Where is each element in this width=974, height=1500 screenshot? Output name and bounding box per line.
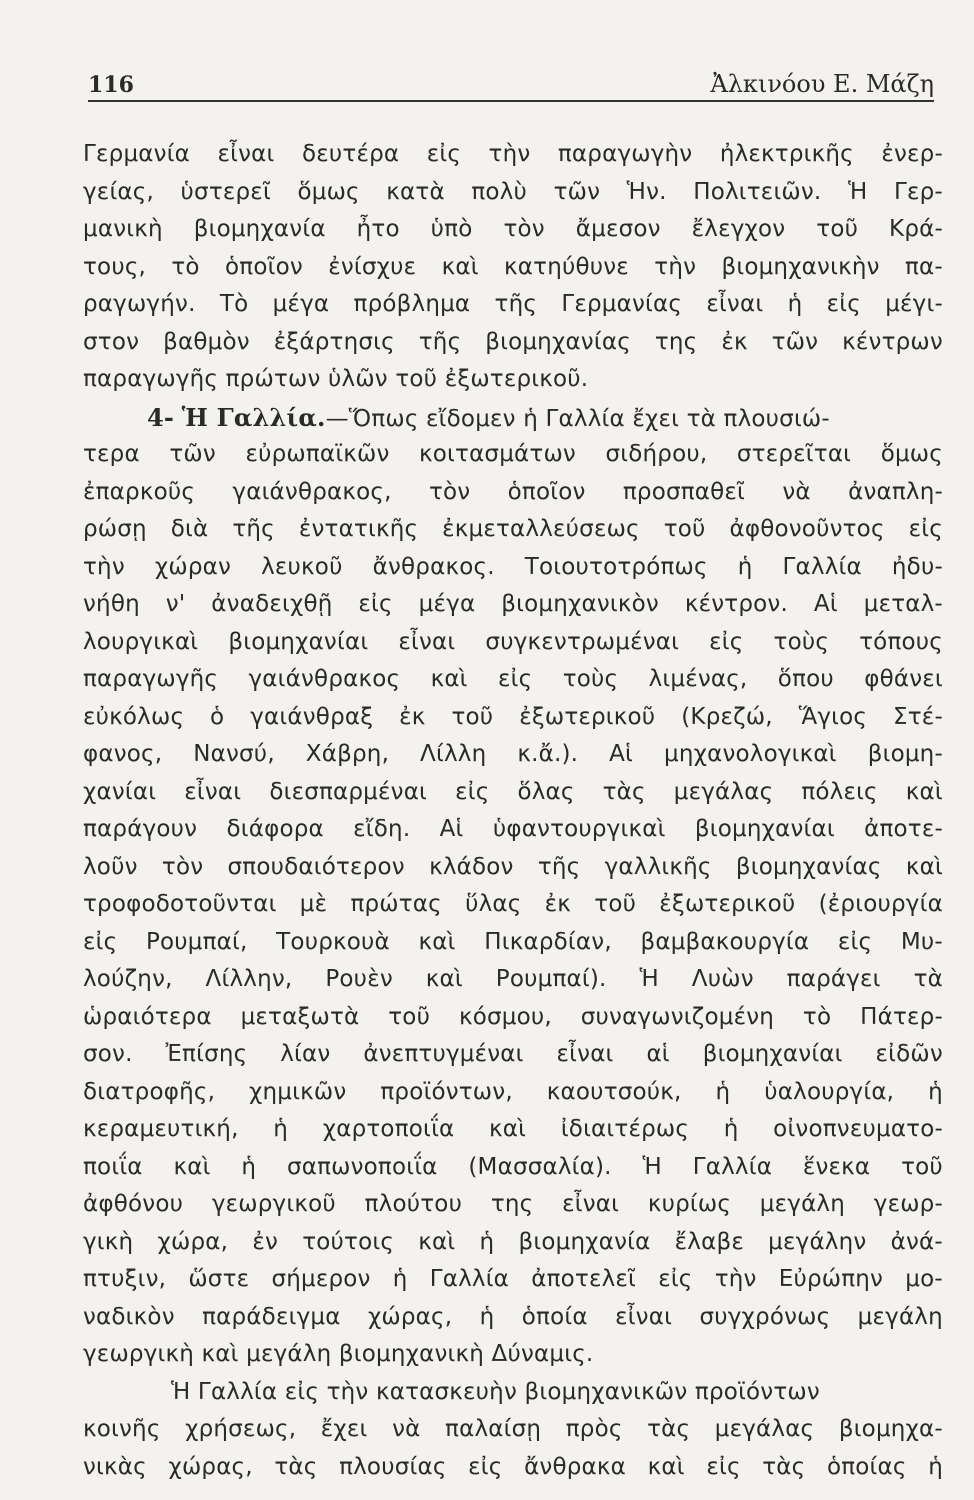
text-line: χανίαι εἶναι διεσπαρμέναι εἰς ὅλας τὰς μεγάλας πόλεις καὶ [83, 778, 943, 805]
text-line: κεραμευτική, ἡ χαρτοποιΐα καὶ ἰδιαιτέρως ἡ οἰνοπνευματο- [83, 1116, 943, 1142]
text-line: ραγωγήν. Τὸ μέγα πρόβλημα τῆς Γερμανίας εἶναι ἡ εἰς μέγι- [83, 291, 943, 317]
section-first-line: —Ὅπως εἴδομεν ἡ Γαλλία ἔχει τὰ πλουσιώ- [325, 405, 830, 432]
text-line: Γερμανία εἶναι δευτέρα εἰς τὴν παραγωγὴν ἠλεκτρικῆς ἐνερ- [83, 141, 943, 167]
text-line: ὡραιότερα μεταξωτὰ τοῦ κόσμου, συναγωνιζομένη τὸ Πάτερ- [83, 1003, 943, 1030]
text-line: πτυξιν, ὥστε σήμερον ἡ Γαλλία ἀποτελεῖ εἰς τὴν Εὐρώπην μο- [83, 1266, 943, 1292]
text-line: παραγωγῆς πρώτων ὑλῶν τοῦ ἐξωτερικοῦ. [83, 366, 589, 392]
text-line: ποιΐα καὶ ἡ σαπωνοποιΐα (Μασσαλία). Ἡ Γαλλία ἕνεκα τοῦ [83, 1153, 943, 1180]
page-header [88, 62, 934, 102]
section-heading-line [83, 399, 943, 437]
text-line: τὴν χώραν λευκοῦ ἄνθρακος. Τοιουτοτρόπως ἡ Γαλλία ἠδυ- [83, 553, 943, 580]
text-line: τερα τῶν εὐρωπαϊκῶν κοιτασμάτων σιδήρου, στερεῖται ὅμως [83, 441, 943, 467]
text-line: γικὴ χώρα, ἐν τούτοις καὶ ἡ βιομηχανία ἔλαβε μεγάλην ἀνά- [83, 1228, 943, 1255]
text-line: φανος, Νανσύ, Χάβρη, Λίλλη κ.ἄ.). Αἱ μηχανολογικαὶ βιομη- [83, 741, 943, 767]
text-line: Ἡ Γαλλία εἰς τὴν κατασκευὴν βιομηχανικῶν προϊόντων [171, 1378, 820, 1405]
text-line: νικὰς χώρας, τὰς πλουσίας εἰς ἄνθρακα καὶ εἰς τὰς ὁποίας ἡ [83, 1453, 943, 1480]
text-line: τους, τὸ ὁποῖον ἐνίσχυε καὶ κατηύθυνε τὴν βιομηχανικὴν πα- [83, 253, 943, 280]
text-line: στον βαθμὸν ἐξάρτησις τῆς βιομηχανίας της ἐκ τῶν κέντρων [83, 328, 943, 355]
header-rule [88, 100, 934, 102]
section-title: Ἡ Γαλλία. [181, 402, 326, 432]
text-line: ἐπαρκοῦς γαιάνθρακος, τὸν ὁποῖον προσπαθεῖ νὰ ἀναπλη- [83, 478, 943, 505]
text-line: λουργικαὶ βιομηχανίαι εἶναι συγκεντρωμέναι εἰς τοὺς τόπους [83, 628, 943, 655]
text-line: γείας, ὑστερεῖ ὅμως κατὰ πολὺ τῶν Ἡν. Πολιτειῶν. Ἡ Γερ- [83, 178, 943, 205]
text-line: τροφοδοτοῦνται μὲ πρώτας ὕλας ἐκ τοῦ ἐξωτερικοῦ (ἐριουργία [83, 891, 943, 917]
text-line: παραγωγῆς γαιάνθρακος καὶ εἰς τοὺς λιμένας, ὅπου φθάνει [83, 666, 943, 692]
section-number: 4- [147, 402, 175, 432]
text-line: λούζην, Λίλλην, Ρουὲν καὶ Ρουμπαί). Ἡ Λυὼν παράγει τὰ [83, 966, 943, 992]
text-line: νήθη ν' ἀναδειχθῇ εἰς μέγα βιομηχανικὸν κέντρον. Αἱ μεταλ- [83, 591, 943, 617]
text-line: σον. Ἐπίσης λίαν ἀνεπτυγμέναι εἶναι αἱ βιομηχανίαι εἰδῶν [83, 1041, 943, 1067]
text-line: ἀφθόνου γεωργικοῦ πλούτου της εἶναι κυρίως μεγάλη γεωρ- [83, 1191, 943, 1217]
page-body [83, 136, 943, 1486]
text-line: μανικὴ βιομηχανία ἦτο ὑπὸ τὸν ἄμεσον ἔλεγχον τοῦ Κρά- [83, 216, 943, 242]
text-line: κοινῆς χρήσεως, ἔχει νὰ παλαίσῃ πρὸς τὰς μεγάλας βιομηχα- [83, 1416, 943, 1442]
text-line: διατροφῆς, χημικῶν προϊόντων, καουτσούκ, ἡ ὑαλουργία, ἡ [83, 1078, 943, 1105]
text-line: ναδικὸν παράδειγμα χώρας, ἡ ὁποία εἶναι συγχρόνως μεγάλη [83, 1303, 943, 1330]
text-line: γεωργικὴ καὶ μεγάλη βιομηχανικὴ Δύναμις. [83, 1341, 594, 1367]
page-number: 116 [88, 72, 134, 98]
text-line: παράγουν διάφορα εἴδη. Αἱ ὑφαντουργικαὶ βιομηχανίαι ἀποτε- [83, 816, 943, 842]
text-line: ρώσῃ διὰ τῆς ἐντατικῆς ἐκμεταλλεύσεως τοῦ ἀφθονοῦντος εἰς [83, 516, 943, 542]
running-head: Ἀλκινόου Ε. Μάζη [710, 70, 934, 98]
text-line: εἰς Ρουμπαί, Τουρκουὰ καὶ Πικαρδίαν, βαμβακουργία εἰς Μυ- [83, 928, 943, 955]
text-line: λοῦν τὸν σπουδαιότερον κλάδον τῆς γαλλικῆς βιομηχανίας καὶ [83, 853, 943, 880]
text-line: εὐκόλως ὁ γαιάνθραξ ἐκ τοῦ ἐξωτερικοῦ (Κρεζώ, Ἅγιος Στέ- [83, 703, 943, 730]
